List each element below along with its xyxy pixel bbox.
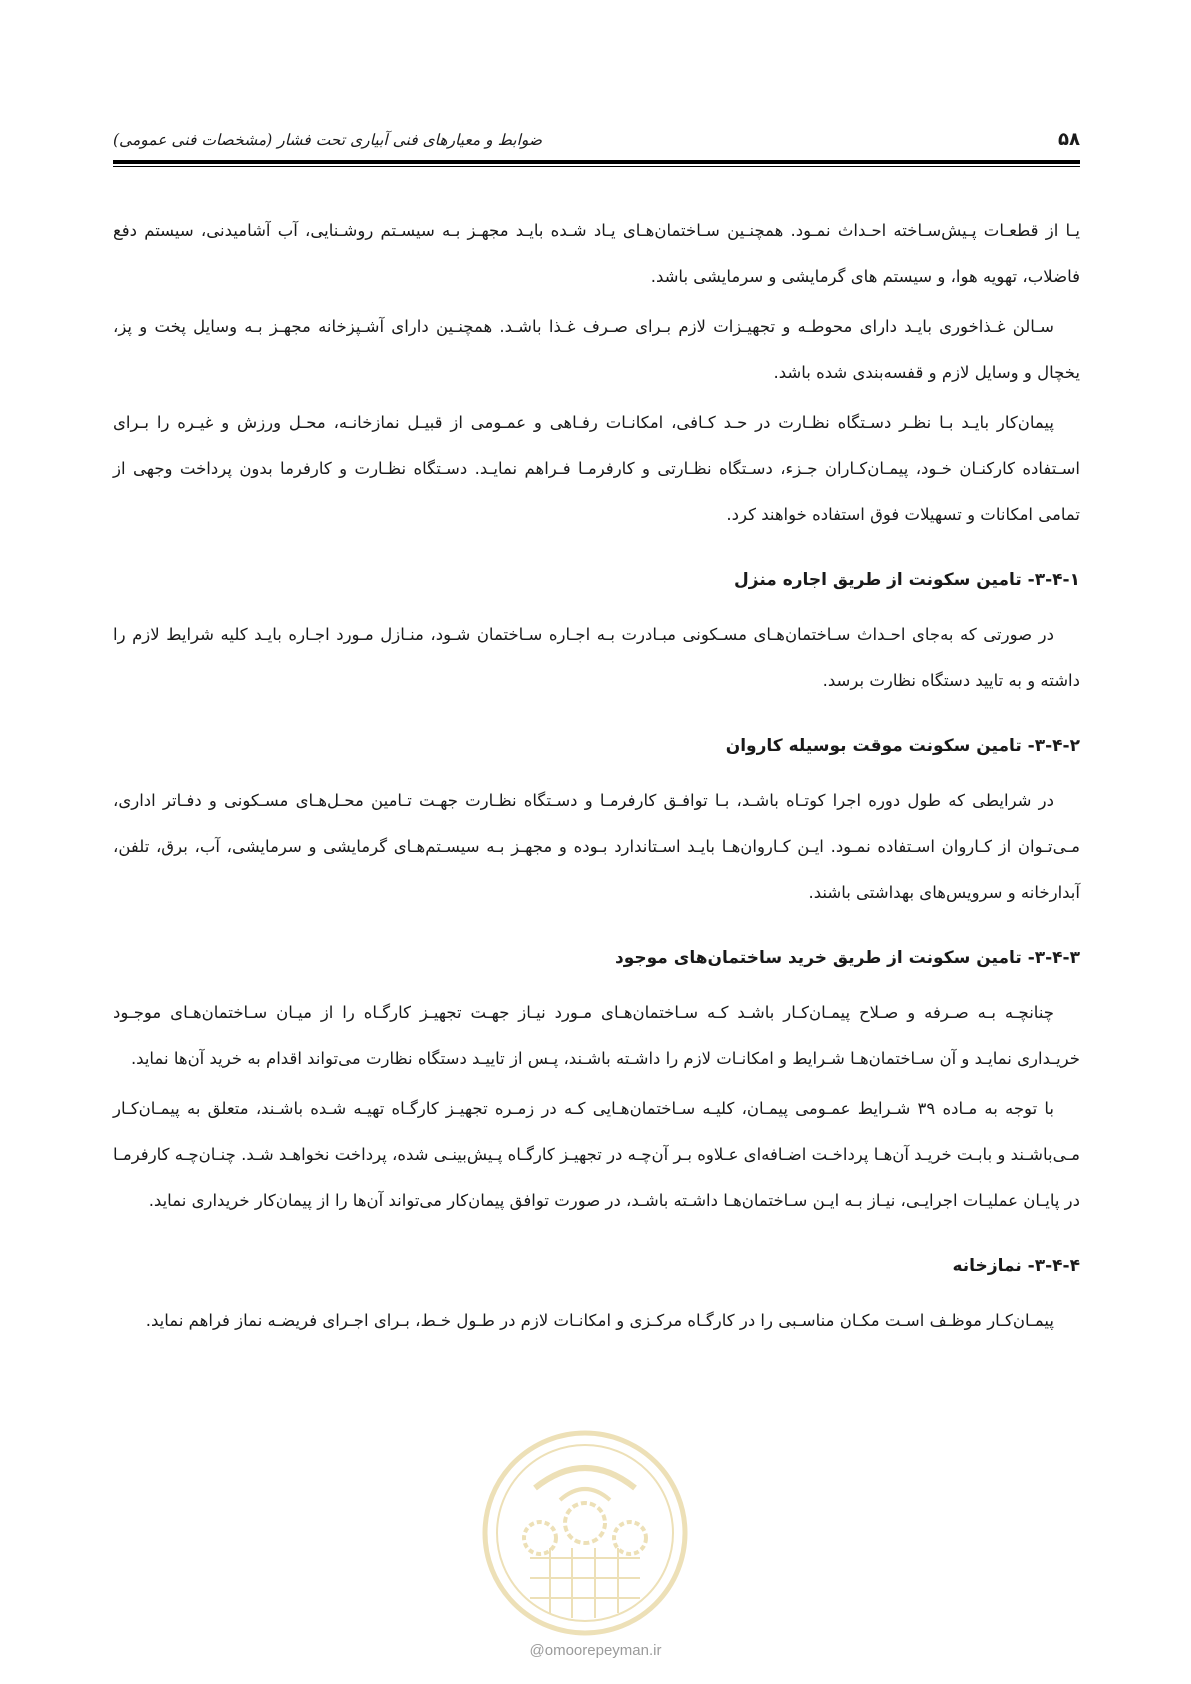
paragraph-article-39: با توجه به مـاده ۳۹ شـرایط عمـومی پیمـان، کلیـه سـاختمان‌هـایی کـه در زمـره تجهیـز کارگـاه تهیـه شـده باشـند، متعلق به پیمـان‌کـار مـی‌باشـند و بابـت خریـد آن‌هـا پرداخـت اضـافه‌ای عـلاوه بـر آن‌چـه در تجهیـز کارگـاه پـیش‌بینـی شده، پرداخت نخواهـد شـد. چنـان‌چـه کارفرمـا در پایـان عملیـات اجرایـی، نیـاز بـه ایـن سـاختمان‌هـا داشـته باشـد، در صورت توافق پیمان‌کار می‌تواند آن‌ها را از پیمان‌کار خریداری نماید. xyxy=(113,1099,1080,1210)
paragraph-welfare-facilities: پیمان‌کار بایـد بـا نظـر دسـتگاه نظـارت در حـد کـافی، امکانـات رفـاهی و عمـومی از قبیـل نمازخانـه، محـل ورزش و غیـره را بـرای اسـتفاده کارکنـان خـود، پیمـان‌کـاران جـزء، دسـتگاه نظـارتی و کارفرمـا فـراهم نمایـد. دسـتگاه نظـارت و کارفرما بدون پرداخت وجهی از تمامی امکانات و تسهیلات فوق استفاده خواهند کرد. xyxy=(113,413,1080,524)
section-heading-rental: ۳-۴-۱- تامین سکونت از طریق اجاره منزل xyxy=(734,570,1080,590)
page-number: ۵۸ xyxy=(1058,129,1080,150)
paragraph-purchase: چنانچـه بـه صـرفه و صـلاح پیمـان‌کـار باشـد کـه سـاختمان‌هـای مـورد نیـاز جهـت تجهیـز کارگـاه را از میـان سـاختمان‌هـای موجـود خریـداری نمایـد و آن سـاختمان‌هـا شـرایط و امکانـات لازم را داشـته باشـند، پـس از تاییـد دستگاه نظارت می‌تواند اقدام به خرید آن‌ها نماید. xyxy=(113,1003,1080,1068)
page-header xyxy=(113,128,1080,152)
paragraph-prayer-room: پیمـان‌کـار موظـف اسـت مکـان مناسـبی را در کارگـاه مرکـزی و امکانـات لازم در طـول خـط، بـرای اجـرای فریضـه نماز فراهم نماید. xyxy=(145,1311,1054,1330)
watermark-seal-logo xyxy=(480,1428,690,1638)
running-title: ضوابط و معیارهای فنی آبیاری تحت فشار (مشخصات فنی عمومی) xyxy=(113,131,543,149)
paragraph-facilities-continued: یـا از قطعـات پـیش‌سـاخته احـداث نمـود. همچنـین سـاختمان‌هـای یـاد شـده بایـد مجهـز بـه سیسـتم روشـنایی، آب آشامیدنی، سیستم دفع فاضلاب، تهویه هوا، و سیستم های گرمایشی و سرمایشی باشد. xyxy=(113,221,1080,286)
page-body xyxy=(113,208,1080,1348)
paragraph-dining-hall: سـالن غـذاخوری بایـد دارای محوطـه و تجهیـزات لازم بـرای صـرف غـذا باشـد. همچنـین دارای آشـپزخانه مجهـز بـه وسایل پخت و پز، یخچال و وسایل لازم و قفسه‌بندی شده باشد. xyxy=(113,317,1080,382)
section-heading-caravan: ۳-۴-۲- تامین سکونت موقت بوسیله کاروان xyxy=(725,736,1080,756)
section-heading-purchase: ۳-۴-۳- تامین سکونت از طریق خرید ساختمان‌های موجود xyxy=(615,948,1080,968)
header-rule xyxy=(113,160,1080,164)
footer-website-url: @omoorepeyman.ir xyxy=(529,1642,662,1659)
paragraph-rental: در صورتی که به‌جای احـداث سـاختمان‌هـای مسـکونی مبـادرت بـه اجـاره سـاختمان شـود، منـازل مـورد اجـاره بایـد کلیه شرایط لازم را داشته و به تایید دستگاه نظارت برسد. xyxy=(113,625,1080,690)
header-rule-thin xyxy=(113,166,1080,167)
paragraph-caravan: در شرایطی که طول دوره اجرا کوتـاه باشـد، بـا توافـق کارفرمـا و دسـتگاه نظـارت جهـت تـامین محـل‌هـای مسـکونی و دفـاتر اداری، مـی‌تـوان از کـاروان اسـتفاده نمـود. ایـن کـاروان‌هـا بایـد اسـتاندارد بـوده و مجهـز بـه سیسـتم‌هـای گرمایشی و سرمایشی، آب، برق، تلفن، آبدارخانه و سرویس‌های بهداشتی باشند. xyxy=(113,791,1080,902)
section-heading-prayer-room: ۳-۴-۴- نمازخانه xyxy=(952,1256,1080,1276)
